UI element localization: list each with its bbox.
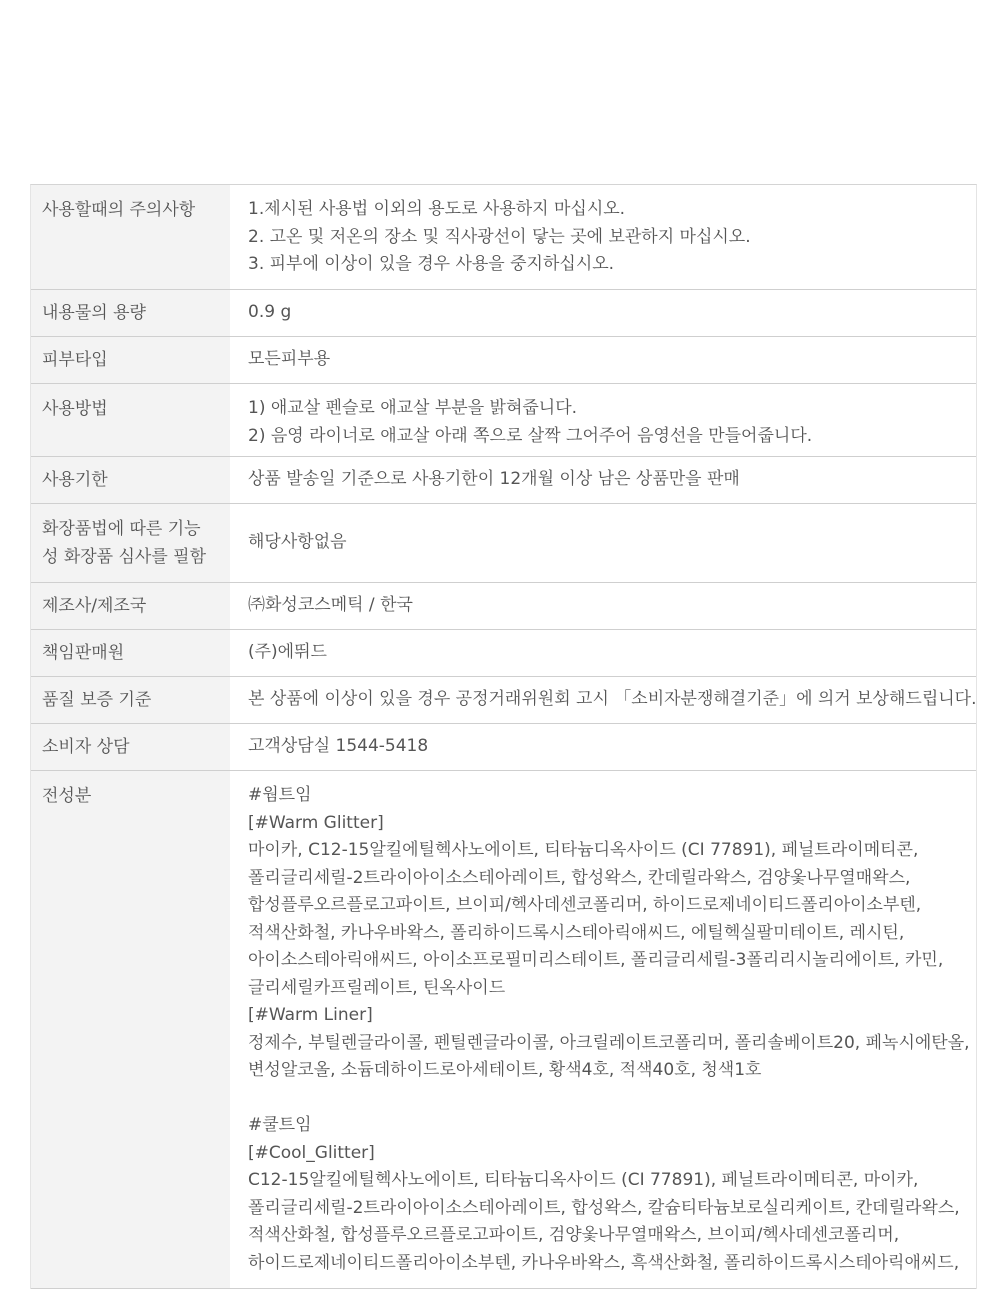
value-line: 2) 음영 라이너로 애교살 아래 쪽으로 살짝 그어주어 음영선을 만들어줍니다. (248, 425, 813, 446)
row-label: 사용기한 (31, 457, 230, 503)
value-line: C12-15알킬에틸헥사노에이트, 티타늄디옥사이드 (CI 77891), 페닐트라이메티콘, 마이카, (248, 1170, 919, 1190)
value-line: 적색산화철, 카나우바왁스, 폴리하이드록시스테아릭애씨드, 에틸헥실팔미테이트, 레시틴, (248, 922, 905, 943)
row-label: 소비자 상담 (31, 724, 230, 770)
row-label: 품질 보증 기준 (31, 677, 230, 723)
row-label: 피부타입 (31, 337, 230, 383)
row-value (230, 724, 976, 770)
value-line: 모든피부용 (248, 349, 331, 370)
info-row-distributor (31, 630, 976, 677)
blank-line (248, 1085, 970, 1113)
info-row-precautions (31, 185, 976, 290)
value-line: 폴리글리세릴-2트라이아이소스테아레이트, 합성왁스, 칼슘티타늄보로실리케이트, 칸데릴라왁스, (248, 1197, 960, 1218)
value-line: 1) 애교살 펜슬로 애교살 부분을 밝혀줍니다. (248, 398, 578, 418)
row-value (230, 504, 976, 582)
info-row-functional-review (31, 504, 976, 583)
value-line: [#Cool_Glitter] (248, 1142, 375, 1163)
row-value (230, 583, 976, 629)
info-row-quality-standard (31, 677, 976, 724)
value-line: 2. 고온 및 저온의 장소 및 직사광선이 닿는 곳에 보관하지 마십시오. (248, 226, 751, 247)
row-label: 사용할때의 주의사항 (31, 185, 230, 289)
info-row-manufacturer (31, 583, 976, 630)
value-line: 마이카, C12-15알킬에틸헥사노에이트, 티타늄디옥사이드 (CI 77891), 페닐트라이메티콘, (248, 840, 919, 860)
value-line: 아이소스테아릭애씨드, 아이소프로필미리스테이트, 폴리글리세릴-3폴리리시놀리에이트, 카민, (248, 950, 944, 970)
row-value (230, 384, 976, 456)
info-row-customer-service (31, 724, 976, 771)
info-row-capacity (31, 290, 976, 337)
row-value (230, 630, 976, 676)
value-line: [#Warm Glitter] (248, 812, 384, 833)
value-line: [#Warm Liner] (248, 1005, 373, 1025)
info-row-expiry (31, 457, 976, 504)
row-label: 전성분 (31, 771, 230, 1288)
row-value (230, 337, 976, 383)
row-label: 제조사/제조국 (31, 583, 230, 629)
value-line: ㈜화성코스메틱 / 한국 (248, 595, 413, 616)
row-value (230, 771, 980, 1288)
value-line: 정제수, 부틸렌글라이콜, 펜틸렌글라이콜, 아크릴레이트코폴리머, 폴리솔베이트20, 페녹시에탄올, (248, 1032, 970, 1053)
info-row-ingredients (31, 771, 976, 1289)
value-line: #쿨트임 (248, 1115, 312, 1135)
value-line: 3. 피부에 이상이 있을 경우 사용을 중지하십시오. (248, 254, 615, 274)
value-line: 1.제시된 사용법 이외의 용도로 사용하지 마십시오. (248, 199, 626, 219)
value-line: 고객상담실 1544-5418 (248, 736, 429, 757)
value-line: 상품 발송일 기준으로 사용기한이 12개월 이상 남은 상품만을 판매 (248, 469, 740, 490)
value-line: 글리세릴카프릴레이트, 틴옥사이드 (248, 977, 506, 998)
value-line: 해당사항없음 (248, 532, 347, 553)
value-line: 변성알코올, 소듐데하이드로아세테이트, 황색4호, 적색40호, 청색1호 (248, 1060, 762, 1080)
row-label: 화장품법에 따른 기능성 화장품 심사를 필함 (31, 504, 230, 582)
value-line: 폴리글리세릴-2트라이아이소스테아레이트, 합성왁스, 칸데릴라왁스, 검양옻나무열매왁스, (248, 867, 911, 888)
row-label: 책임판매원 (31, 630, 230, 676)
row-value (230, 290, 976, 336)
value-line: #웜트임 (248, 785, 312, 805)
row-label: 내용물의 용량 (31, 290, 230, 336)
value-line: 하이드로제네이티드폴리아이소부텐, 카나우바왁스, 흑색산화철, 폴리하이드록시스테아릭애씨드, (248, 1252, 960, 1273)
value-line: 합성플루오르플로고파이트, 브이피/헥사데센코폴리머, 하이드로제네이티드폴리아이소부텐, (248, 895, 922, 915)
value-line: (주)에뛰드 (248, 642, 327, 663)
info-row-skin-type (31, 337, 976, 384)
row-value (230, 185, 976, 289)
row-value (230, 457, 976, 503)
value-line: 0.9 g (248, 302, 292, 323)
info-row-usage (31, 384, 976, 457)
value-line: 본 상품에 이상이 있을 경우 공정거래위원회 고시 「소비자분쟁해결기준」에 의거 보상해드립니다. (248, 689, 977, 710)
value-line: 적색산화철, 합성플루오르플로고파이트, 검양옻나무열매왁스, 브이피/헥사데센코폴리머, (248, 1225, 900, 1245)
row-label: 사용방법 (31, 384, 230, 456)
product-info-table (30, 184, 977, 1289)
row-value (230, 677, 987, 723)
